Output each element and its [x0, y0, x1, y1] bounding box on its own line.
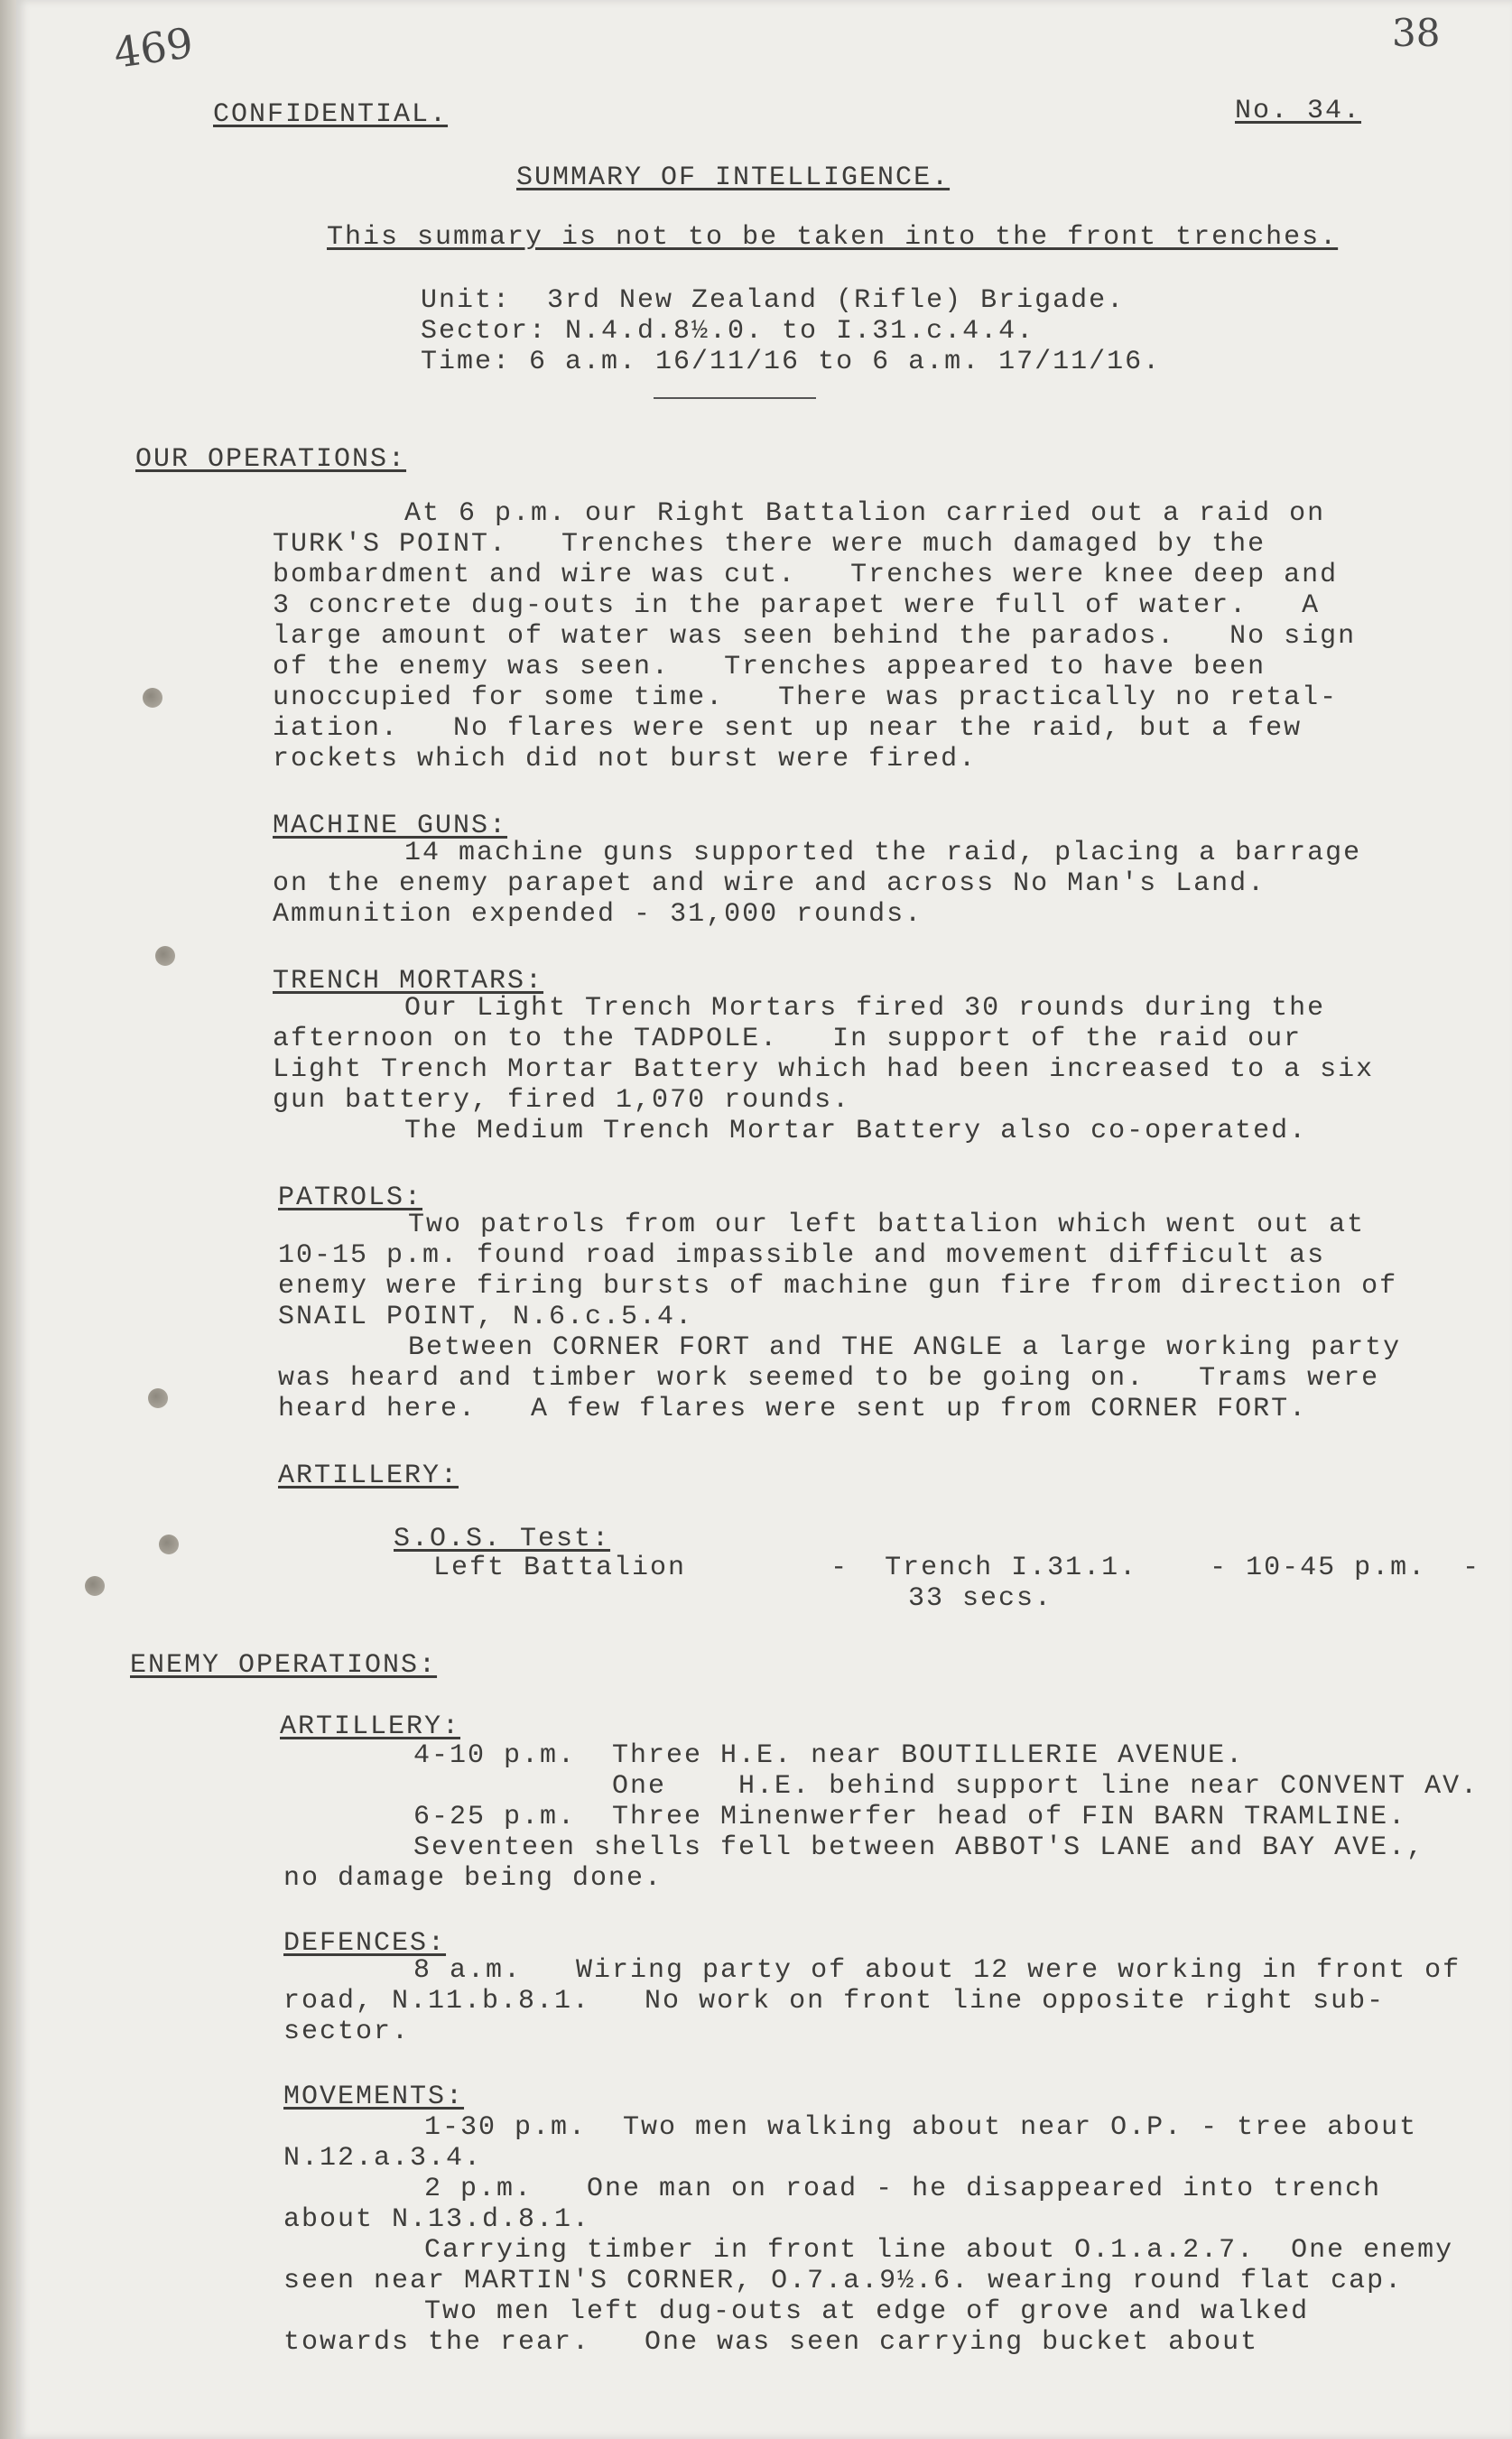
- defences-heading: DEFENCES:: [283, 1928, 447, 1959]
- artillery-heading: ARTILLERY:: [278, 1461, 459, 1491]
- page-number: 38: [1392, 11, 1441, 55]
- time-line: Time: 6 a.m. 16/11/16 to 6 a.m. 17/11/16.: [421, 347, 1162, 377]
- punch-hole: [155, 946, 175, 966]
- body-line: Two men left dug-outs at edge of grove and walked: [424, 2296, 1310, 2327]
- body-line: 8 a.m. Wiring party of about 12 were working in front of: [413, 1955, 1461, 1986]
- patrols-heading: PATROLS:: [278, 1182, 423, 1213]
- body-line: Carrying timber in front line about O.1.a.2.7. One enemy: [424, 2235, 1454, 2266]
- body-line: One H.E. behind support line near CONVENT AV.: [413, 1771, 1480, 1802]
- document-title: SUMMARY OF INTELLIGENCE.: [516, 162, 951, 193]
- sos-test-row: Left Battalion - Trench I.31.1. - 10-45 p.m. -: [433, 1553, 1481, 1583]
- trench-mortars-heading: TRENCH MORTARS:: [273, 966, 544, 997]
- body-line: 3 concrete dug-outs in the parapet were full of water. A: [273, 590, 1321, 621]
- body-line: of the enemy was seen. Trenches appeared to have been: [273, 652, 1266, 682]
- body-line: was heard and timber work seemed to be going on. Trams were: [278, 1363, 1380, 1394]
- summary-number: No. 34.: [1235, 96, 1362, 126]
- sos-test-heading: S.O.S. Test:: [394, 1524, 611, 1554]
- body-line: sector.: [283, 2017, 411, 2047]
- handling-warning: This summary is not to be taken into the front trenches.: [327, 222, 1339, 253]
- body-line: At 6 p.m. our Right Battalion carried out a raid on: [404, 498, 1326, 529]
- body-line: Two patrols from our left battalion which went out at: [408, 1210, 1366, 1240]
- document-page: [16, 0, 1512, 2439]
- body-line: heard here. A few flares were sent up from CORNER FORT.: [278, 1394, 1308, 1424]
- body-line: unoccupied for some time. There was practically no retal-: [273, 682, 1339, 713]
- classification: CONFIDENTIAL.: [213, 99, 449, 130]
- body-line: 10-15 p.m. found road impassible and movement difficult as: [278, 1240, 1326, 1271]
- body-line: Light Trench Mortar Battery which had been increased to a six: [273, 1054, 1375, 1085]
- body-line: 2 p.m. One man on road - he disappeared into trench: [424, 2174, 1382, 2204]
- body-line: bombardment and wire was cut. Trenches were knee deep and: [273, 560, 1339, 590]
- punch-hole: [85, 1576, 105, 1596]
- reference-number: 469: [110, 18, 197, 78]
- body-line: gun battery, fired 1,070 rounds.: [273, 1085, 851, 1116]
- sos-test-time: 33 secs.: [908, 1583, 1053, 1614]
- body-line: TURK'S POINT. Trenches there were much damaged by the: [273, 529, 1266, 560]
- body-line: Our Light Trench Mortars fired 30 rounds during the: [404, 993, 1326, 1024]
- punch-hole: [159, 1535, 179, 1554]
- punch-hole: [148, 1388, 168, 1408]
- body-line: towards the rear. One was seen carrying bucket about: [283, 2327, 1259, 2358]
- body-line: SNAIL POINT, N.6.c.5.4.: [278, 1302, 694, 1332]
- machine-guns-heading: MACHINE GUNS:: [273, 811, 508, 841]
- body-line: N.12.a.3.4.: [283, 2143, 483, 2174]
- body-line: enemy were firing bursts of machine gun fire from direction of: [278, 1271, 1398, 1302]
- page-stack-edge: [0, 0, 16, 2439]
- body-line: afternoon on to the TADPOLE. In support of the raid our: [273, 1024, 1303, 1054]
- sector-line: Sector: N.4.d.8½.0. to I.31.c.4.4.: [421, 316, 1035, 347]
- body-line: 6-25 p.m. Three Minenwerfer head of FIN BARN TRAMLINE.: [413, 1802, 1407, 1832]
- body-line: The Medium Trench Mortar Battery also co-operated.: [404, 1116, 1308, 1146]
- our-operations-heading: OUR OPERATIONS:: [135, 444, 407, 475]
- body-line: Ammunition expended - 31,000 rounds.: [273, 899, 923, 930]
- unit-line: Unit: 3rd New Zealand (Rifle) Brigade.: [421, 285, 1126, 316]
- body-line: Seventeen shells fell between ABBOT'S LANE and BAY AVE.,: [413, 1832, 1425, 1863]
- body-line: 14 machine guns supported the raid, placing a barrage: [404, 838, 1362, 868]
- body-line: rockets which did not burst were fired.: [273, 744, 978, 774]
- body-line: no damage being done.: [283, 1863, 663, 1894]
- body-line: large amount of water was seen behind the parados. No sign: [273, 621, 1357, 652]
- body-line: iation. No flares were sent up near the raid, but a few: [273, 713, 1303, 744]
- punch-hole: [143, 688, 162, 708]
- enemy-operations-heading: ENEMY OPERATIONS:: [130, 1650, 438, 1681]
- movements-heading: MOVEMENTS:: [283, 2082, 465, 2112]
- body-line: road, N.11.b.8.1. No work on front line opposite right sub-: [283, 1986, 1386, 2017]
- divider: [654, 397, 816, 399]
- body-line: about N.13.d.8.1.: [283, 2204, 591, 2235]
- body-line: 1-30 p.m. Two men walking about near O.P. - tree about: [424, 2112, 1418, 2143]
- body-line: 4-10 p.m. Three H.E. near BOUTILLERIE AVENUE.: [413, 1740, 1245, 1771]
- body-line: Between CORNER FORT and THE ANGLE a large working party: [408, 1332, 1402, 1363]
- body-line: on the enemy parapet and wire and across No Man's Land.: [273, 868, 1266, 899]
- enemy-artillery-heading: ARTILLERY:: [280, 1711, 461, 1742]
- body-line: seen near MARTIN'S CORNER, O.7.a.9½.6. wearing round flat cap.: [283, 2266, 1404, 2296]
